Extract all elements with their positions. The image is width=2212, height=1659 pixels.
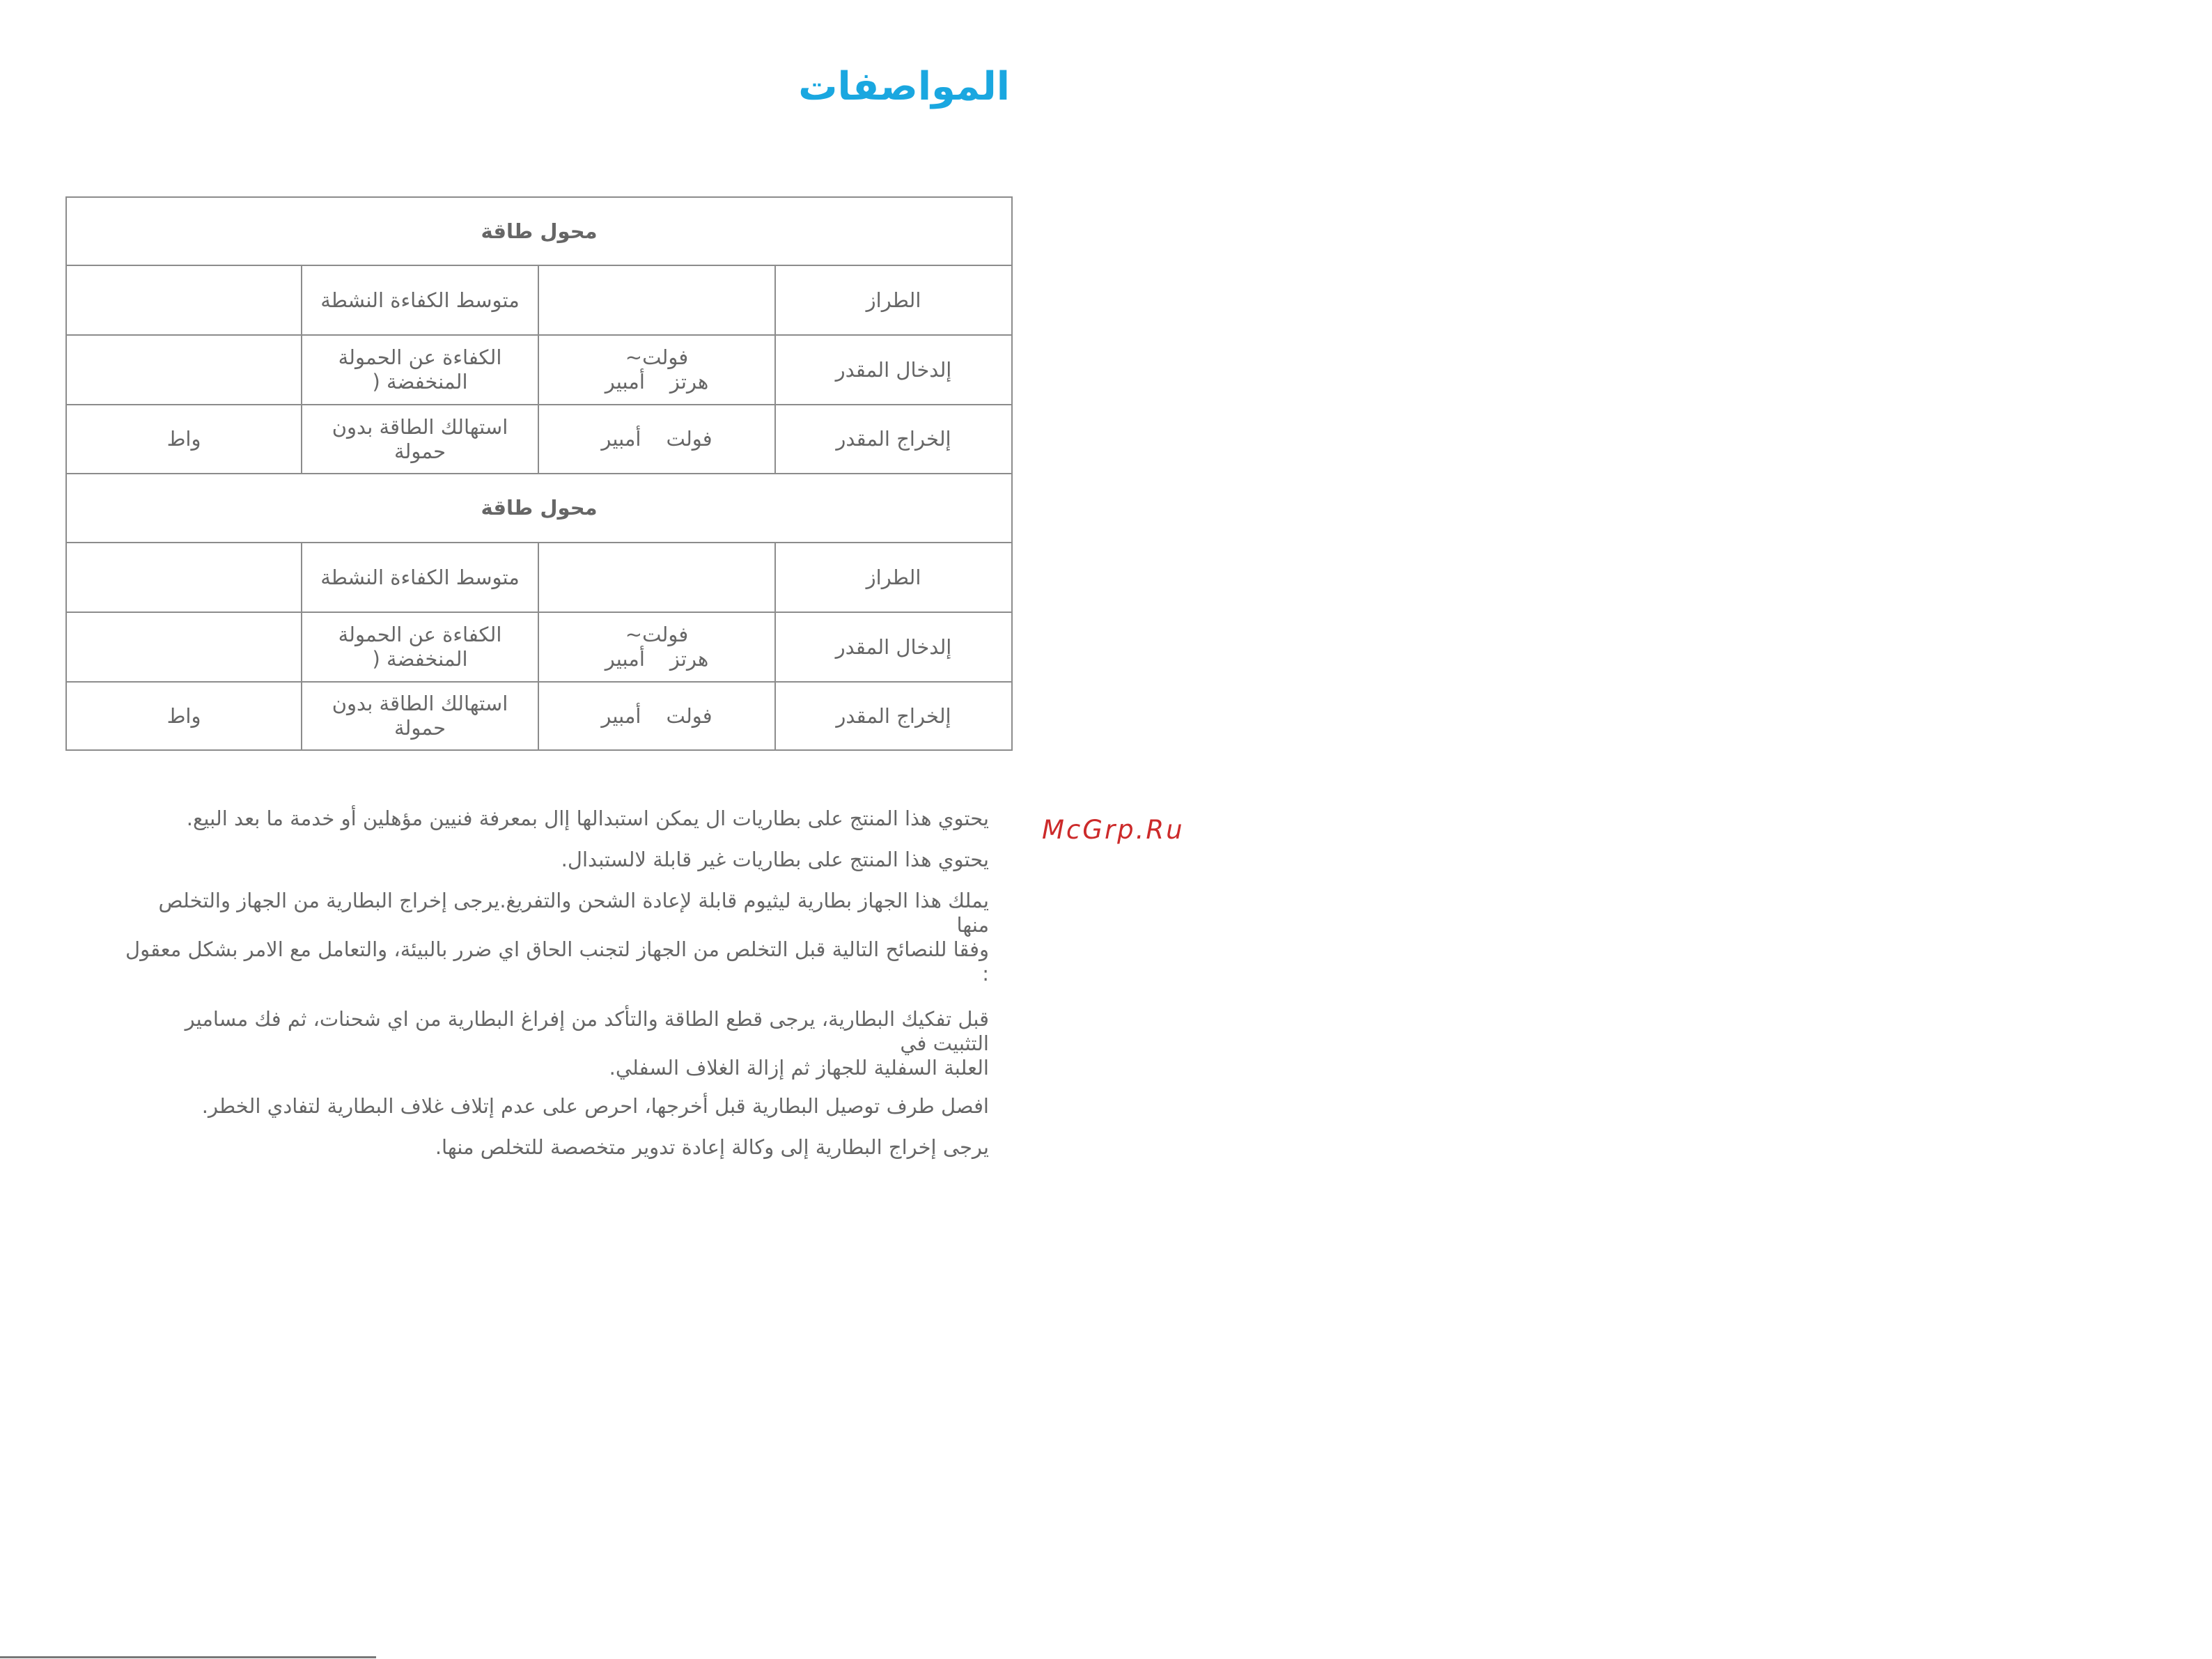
model-label: الطراز xyxy=(775,265,1012,335)
note-paragraph: يرجى إخراج البطارية إلى وكالة إعادة تدوير متخصصة للتخلص منها. xyxy=(435,1135,989,1159)
page-title: المواصفات xyxy=(798,64,1010,109)
table-row xyxy=(66,543,1012,612)
avg-efficiency-value xyxy=(66,265,302,335)
low-load-efficiency-value xyxy=(66,612,302,682)
input-units xyxy=(543,370,770,394)
input-volt-unit: فولت~ xyxy=(625,345,689,370)
table-row xyxy=(66,612,1012,682)
input-volt-unit: فولت~ xyxy=(625,623,689,647)
no-load-consumption-label: استهالك الطاقة بدون حمولة xyxy=(302,405,538,474)
watermark: McGrp.Ru xyxy=(1042,815,1185,845)
avg-efficiency-label: متوسط الكفاءة النشطة xyxy=(302,265,538,335)
rated-output-value xyxy=(538,405,775,474)
battery-notes xyxy=(125,807,989,1160)
input-hz-unit: هرتز xyxy=(669,647,709,671)
input-amp-unit: أمبير xyxy=(605,370,645,394)
note-paragraph-line: العلبة السفلية للجهاز ثم إزالة الغلاف السفلي. xyxy=(609,1056,989,1080)
no-load-consumption-unit: واط xyxy=(66,405,302,474)
table-row xyxy=(66,405,1012,474)
output-volt-unit: فولت xyxy=(666,427,712,451)
note-paragraph: يحتوي هذا المنتج على بطاريات ال يمكن استبدالها إال بمعرفة فنيين مؤهلين أو خدمة ما بعد البيع. xyxy=(186,807,989,830)
bottom-divider xyxy=(0,1656,376,1658)
rated-input-label: إلدخال المقدر xyxy=(775,335,1012,405)
low-load-line2: المنخفضة ( xyxy=(372,370,468,394)
output-amp-unit: أمبير xyxy=(601,703,641,728)
rated-output-label: إلخراج المقدر xyxy=(775,682,1012,750)
low-load-line1: الكفاءة عن الحمولة xyxy=(338,345,502,370)
note-paragraph-line: قبل تفكيك البطارية، يرجى قطع الطاقة والتأكد من إفراغ البطارية من اي شحنات، ثم فك مسامير التثبيت في xyxy=(185,1007,989,1055)
table-row xyxy=(66,682,1012,750)
section-title: محول طاقة xyxy=(66,474,1012,543)
no-load-consumption-unit: واط xyxy=(66,682,302,750)
table-row xyxy=(66,265,1012,335)
input-units xyxy=(543,647,770,671)
section-title: محول طاقة xyxy=(66,197,1012,265)
low-load-efficiency-value xyxy=(66,335,302,405)
rated-output-label: إلخراج المقدر xyxy=(775,405,1012,474)
note-paragraph: يحتوي هذا المنتج على بطاريات غير قابلة لالستبدال. xyxy=(561,848,989,871)
avg-efficiency-label: متوسط الكفاءة النشطة xyxy=(302,543,538,612)
table-row xyxy=(66,197,1012,265)
output-units xyxy=(543,704,770,729)
rated-input-value xyxy=(538,335,775,405)
rated-output-value xyxy=(538,682,775,750)
rated-input-value xyxy=(538,612,775,682)
note-paragraph-line: وفقا للنصائح التالية قبل التخلص من الجهاز لتجنب الحاق اي ضرر بالبيئة، والتعامل مع الامر بشكل معقول : xyxy=(125,937,989,986)
note-paragraph-line: يملك هذا الجهاز بطارية ليثيوم قابلة لإعادة الشحن والتفريغ.يرجى إخراج البطارية من الجهاز والتخلص منها xyxy=(158,889,989,937)
rated-input-label: إلدخال المقدر xyxy=(775,612,1012,682)
output-amp-unit: أمبير xyxy=(601,427,641,451)
input-hz-unit: هرتز xyxy=(669,370,709,394)
low-load-efficiency-label xyxy=(302,612,538,682)
low-load-line1: الكفاءة عن الحمولة xyxy=(338,623,502,647)
table-row xyxy=(66,335,1012,405)
model-label: الطراز xyxy=(775,543,1012,612)
low-load-efficiency-label xyxy=(302,335,538,405)
specs-table xyxy=(65,196,1013,751)
table-row xyxy=(66,474,1012,543)
output-units xyxy=(543,427,770,451)
low-load-line2: المنخفضة ( xyxy=(372,647,468,671)
output-volt-unit: فولت xyxy=(666,703,712,728)
model-value xyxy=(538,265,775,335)
avg-efficiency-value xyxy=(66,543,302,612)
no-load-consumption-label: استهالك الطاقة بدون حمولة xyxy=(302,682,538,750)
note-paragraph: افصل طرف توصيل البطارية قبل أخرجها، احرص على عدم إتلاف غلاف البطارية لتفادي الخطر. xyxy=(201,1094,989,1118)
input-amp-unit: أمبير xyxy=(605,647,645,671)
model-value xyxy=(538,543,775,612)
